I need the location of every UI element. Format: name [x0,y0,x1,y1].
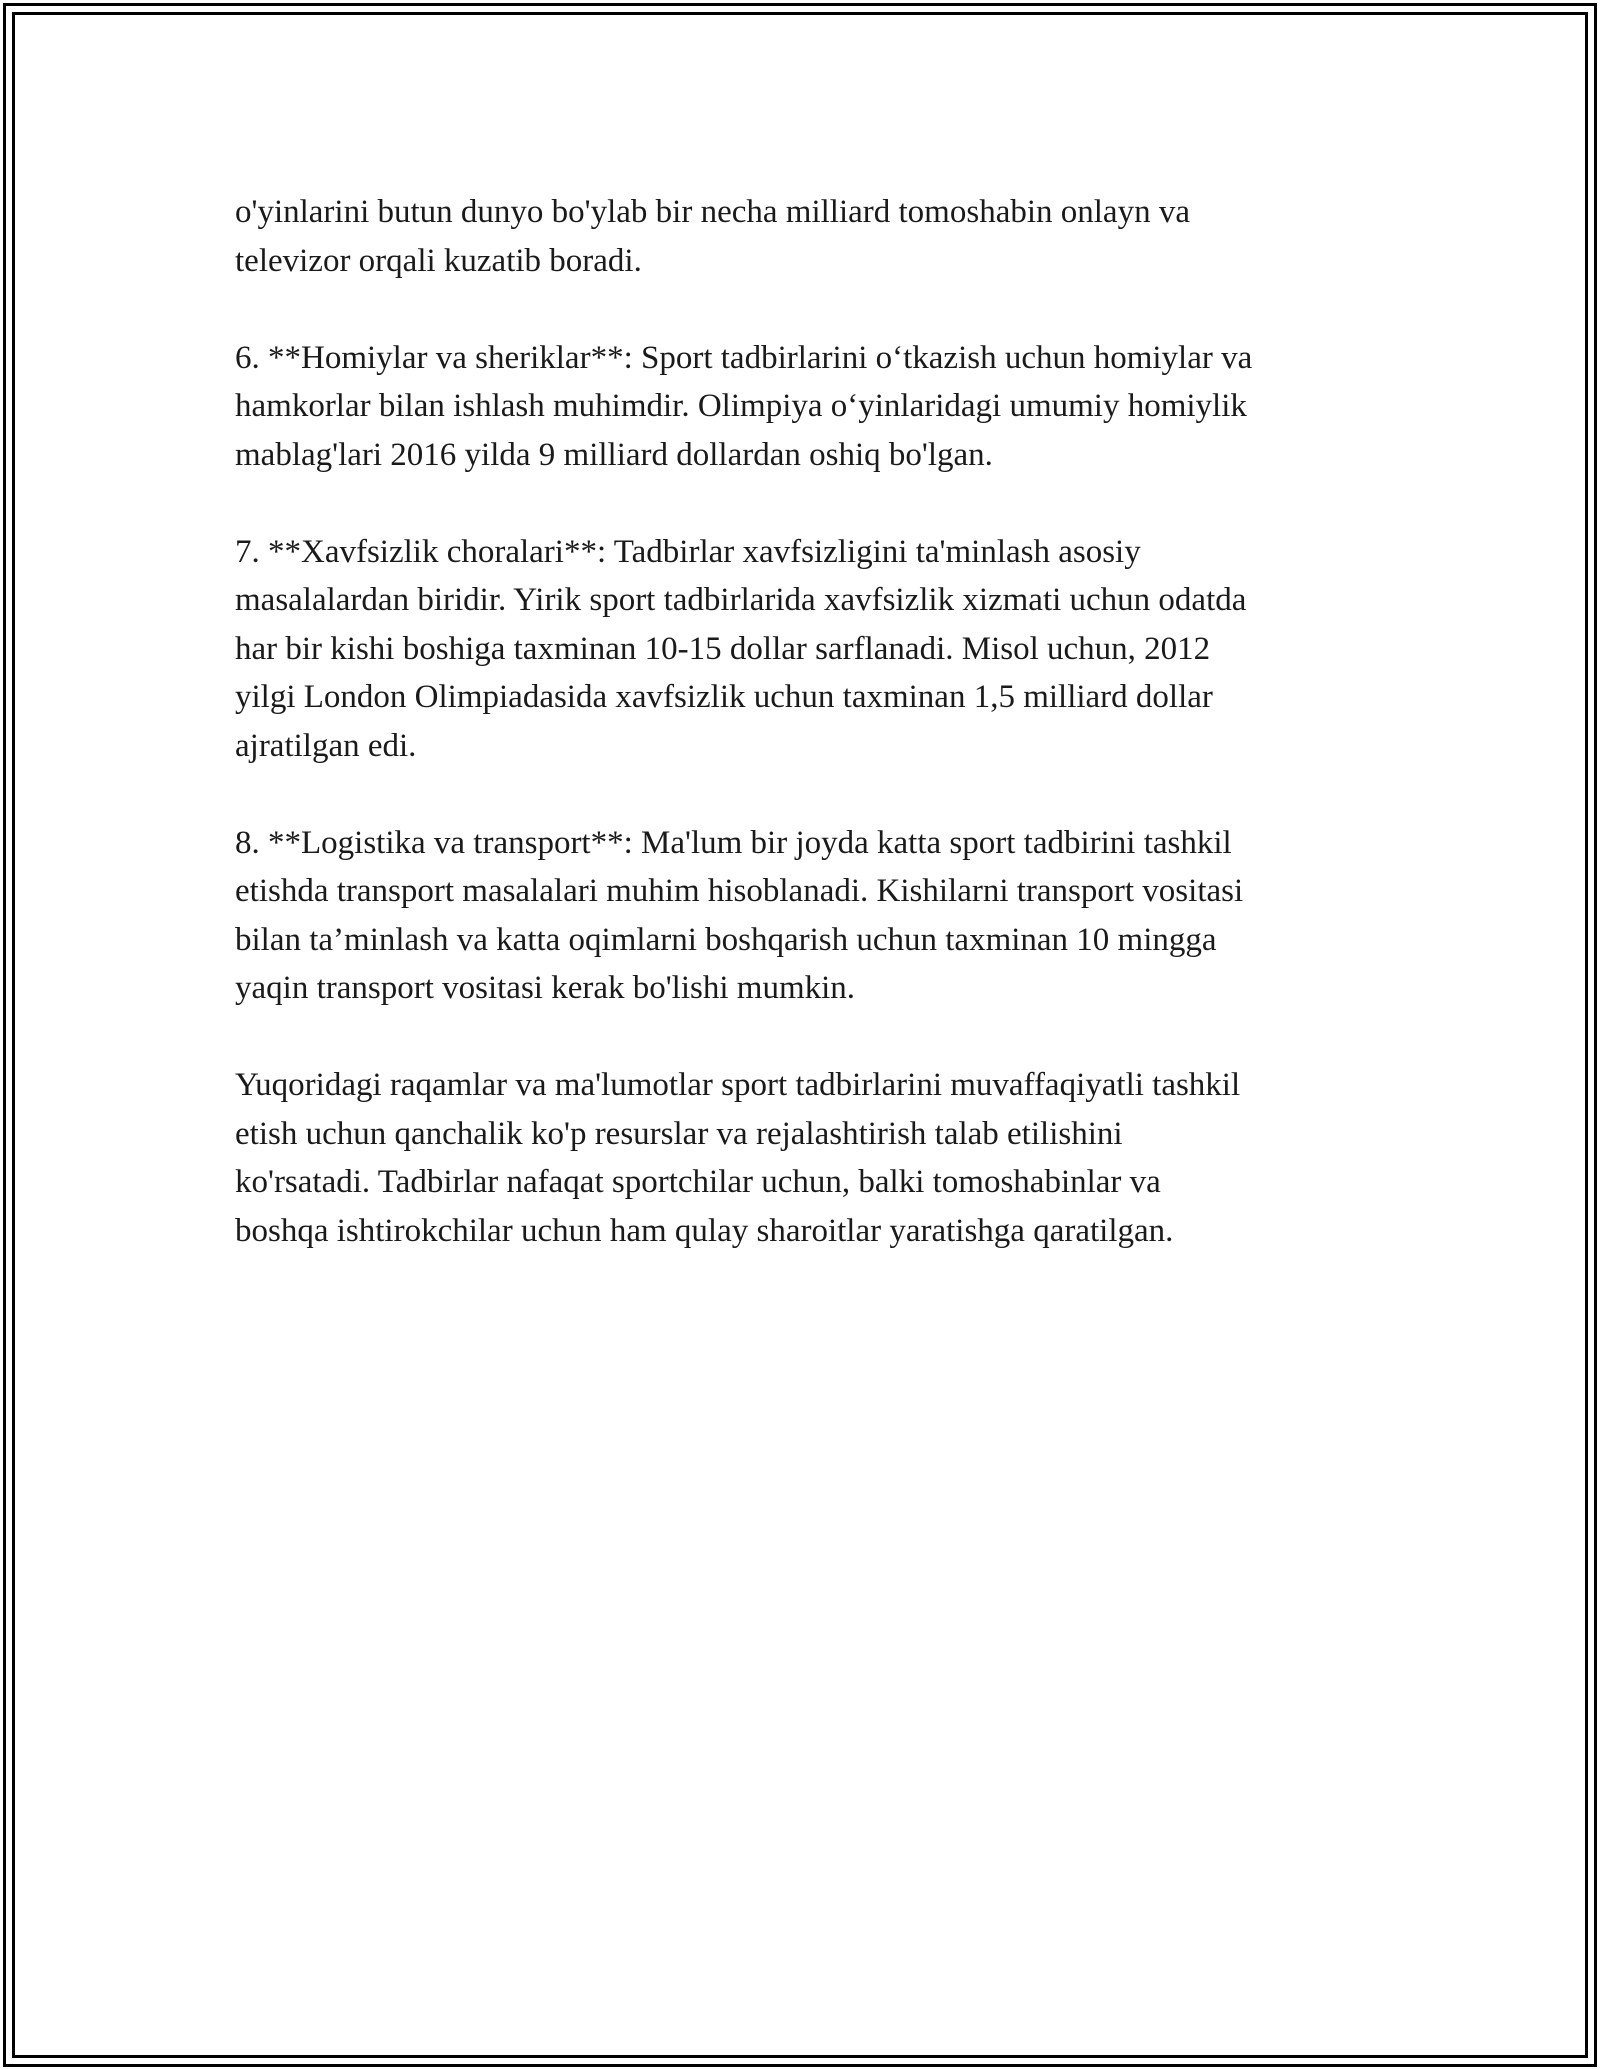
document-body [235,188,1380,1304]
paragraph-logistics: 8. **Logistika va transport**: Ma'lum bir joyda katta sport tadbirini tashkil etishda transport masalalari muhim hisoblanadi. Kishilarni transport vositasi bilan ta’minlash va katta oqimlarni boshqarish uchun taxminan 10 mingga yaqin transport vositasi kerak bo'lishi mumkin. [235,824,1244,1006]
paragraph-sponsors: 6. **Homiylar va sheriklar**: Sport tadbirlarini o‘tkazish uchun homiylar va hamkorlar bilan ishlash muhimdir. Olimpiya o‘yinlaridagi umumiy homiylik mablag'lari 2016 yilda 9 milliard dollardan oshiq bo'lgan. [235,339,1253,473]
paragraph-conclusion: Yuqoridagi raqamlar va ma'lumotlar sport tadbirlarini muvaffaqiyatli tashkil etish uchun qanchalik ko'p resurslar va rejalashtirish talab etilishini ko'rsatadi. Tadbirlar nafaqat sportchilar uchun, balki tomoshabinlar va boshqa ishtirokchilar uchun ham qulay sharoitlar yaratishga qaratilgan. [235,1067,1241,1249]
paragraph-security: 7. **Xavfsizlik choralari**: Tadbirlar xavfsizligini ta'minlash asosiy masalalardan biridir. Yirik sport tadbirlarida xavfsizlik xizmati uchun odatda har bir kishi boshiga taxminan 10-15 dollar sarflanadi. Misol uchun, 2012 yilgi London Olimpiadasida xavfsizlik uchun taxminan 1,5 milliard dollar ajratilgan edi. [235,533,1247,764]
paragraph-continuation: o'yinlarini butun dunyo bo'ylab bir necha milliard tomoshabin onlayn va televizor orqali kuzatib boradi. [235,194,1190,279]
